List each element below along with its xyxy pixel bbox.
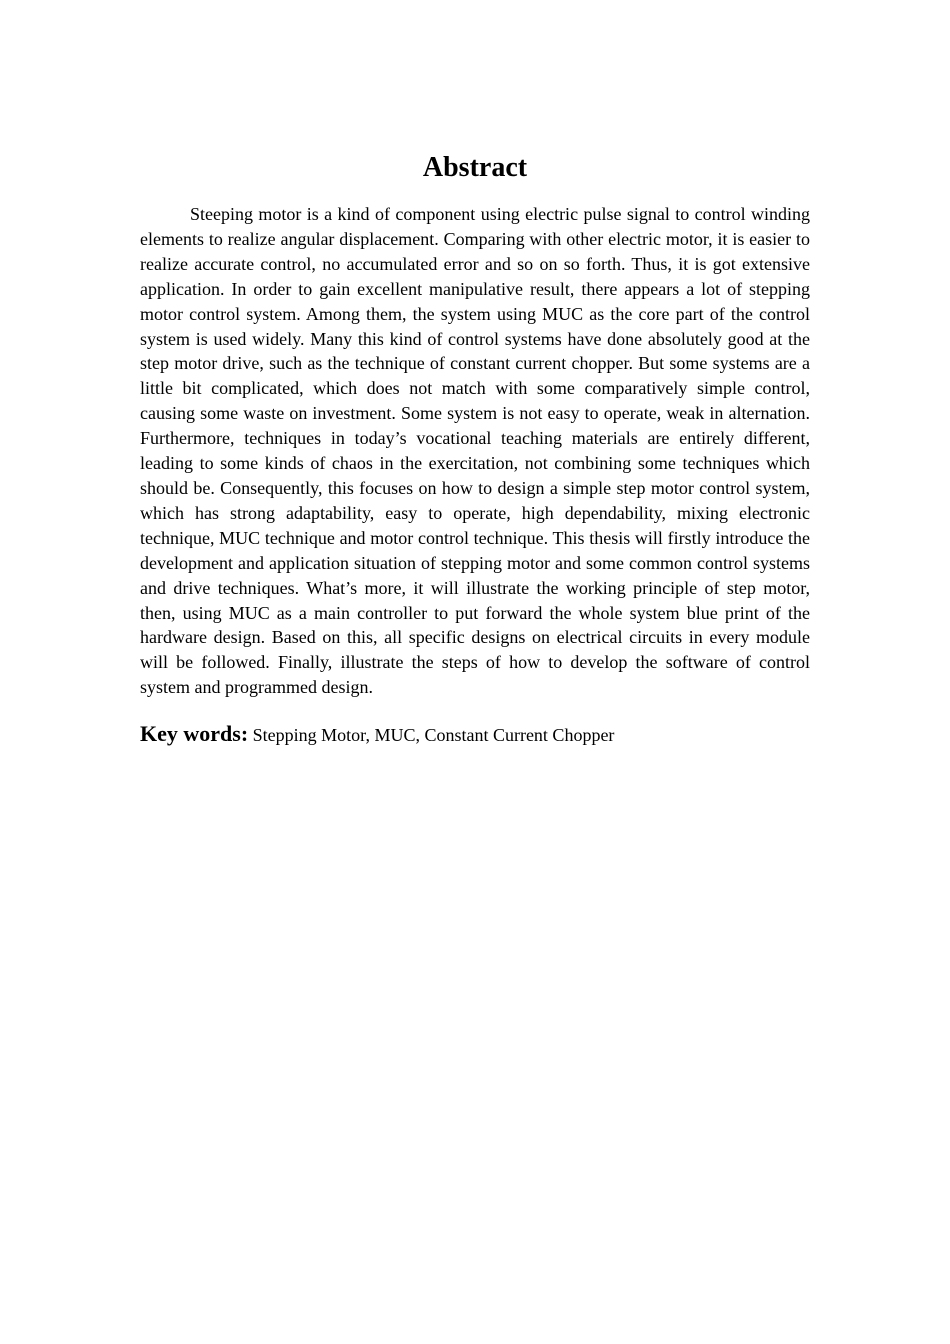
abstract-title: Abstract: [422, 152, 528, 183]
keywords-value: Stepping Motor, MUC, Constant Current Chopper: [252, 725, 615, 746]
abstract-body: Steeping motor is a kind of component using electric pulse signal to control winding elements to realize angular displacement. Comparing with other electric motor, it is easier to realize accurate control, no accumulated error and so on so forth. Thus, it is got extensive application. In order to gain excellent manipulative result, there appears a lot of stepping motor control system. Among them, the system using MUC as the core part of the control system is used widely. Many this kind of control systems have done absolutely good at the step motor drive, such as the technique of constant current chopper. But some systems are a little bit complicated, which does not match with some comparatively simple control, causing some waste on investment. Some system is not easy to operate, weak in alternation. Furthermore, techniques in today’s vocational teaching materials are entirely different, leading to some kinds of chaos in the exercitation, not combining some techniques which should be. Consequently, this focuses on how to design a simple step motor control system, which has strong adaptability, easy to operate, high dependability, mixing electronic technique, MUC technique and motor control technique. This thesis will firstly introduce the development and application situation of stepping motor and some common control systems and drive techniques. What’s more, it will illustrate the working principle of step motor, then, using MUC as a main controller to put forward the whole system blue print of the hardware design. Based on this, all specific designs on electrical circuits in every module will be followed. Finally, illustrate the steps of how to develop the software of control system and programmed design.: [140, 204, 810, 698]
keywords-line: [140, 721, 810, 748]
keywords-label: Key words:: [140, 721, 249, 747]
abstract-section: [140, 148, 810, 748]
